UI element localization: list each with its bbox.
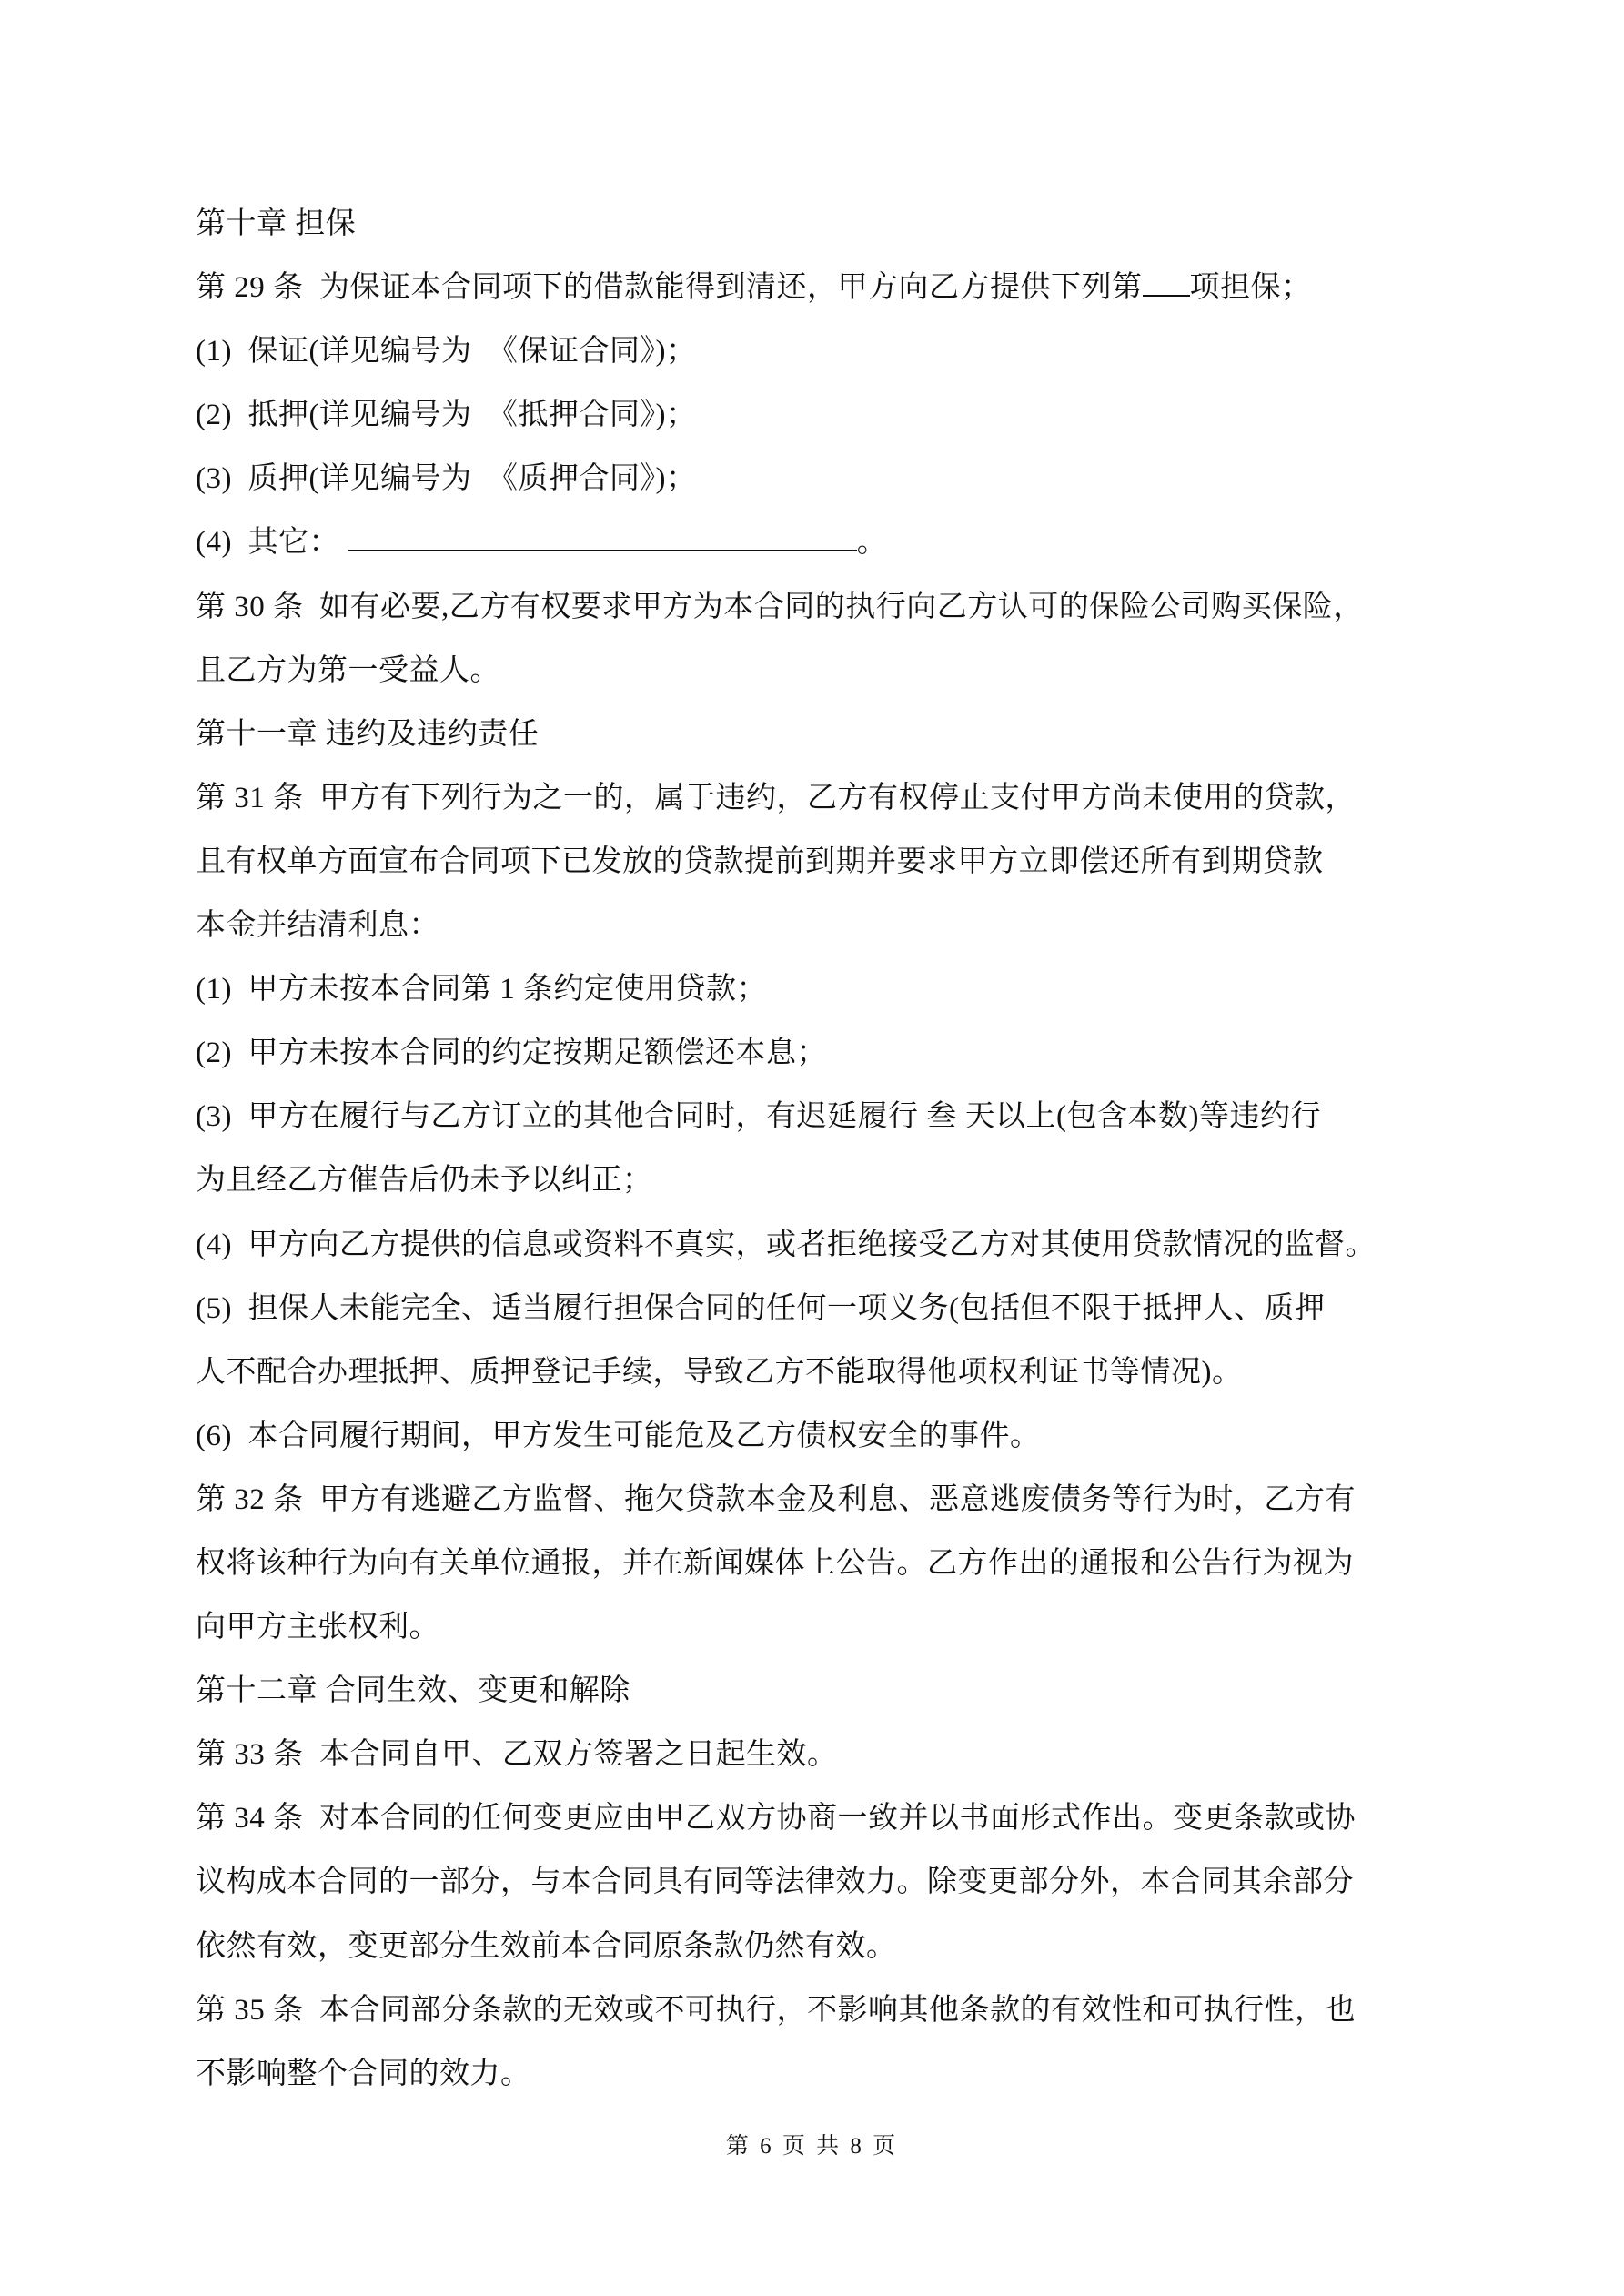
line-text: (4) 甲方向乙方提供的信息或资料不真实，或者拒绝接受乙方对其使用贷款情况的监督。 <box>196 1228 1376 1261</box>
line-text: 第 30 条 如有必要,乙方有权要求甲方为本合同的执行向乙方认可的保险公司购买保险， <box>196 590 1364 623</box>
line-text: 人不配合办理抵押、质押登记手续，导致乙方不能取得他项权利证书等情况)。 <box>196 1355 1243 1389</box>
clause-31-item-5-line-1 <box>196 1277 1460 1340</box>
clause-34-line-1 <box>196 1786 1460 1850</box>
line-text: 向甲方主张权利。 <box>196 1611 439 1644</box>
line-text: (2) 甲方未按本合同的约定按期足额偿还本息； <box>196 1037 827 1070</box>
clause-34-line-3 <box>196 1915 1460 1978</box>
clause-31-line-2 <box>196 830 1460 894</box>
line-text: 第 35 条 本合同部分条款的无效或不可执行，不影响其他条款的有效性和可执行性，也 <box>196 1993 1356 2027</box>
line-text: (5) 担保人未能完全、适当履行担保合同的任何一项义务(包括但不限于抵押人、质押 <box>196 1291 1326 1325</box>
clause-32-line-2 <box>196 1532 1460 1595</box>
line-text: 第十章 担保 <box>196 207 357 240</box>
line-text: (6) 本合同履行期间，甲方发生可能危及乙方债权安全的事件。 <box>196 1419 1041 1452</box>
clause-32-line-1 <box>196 1468 1460 1532</box>
clause-31-line-1 <box>196 766 1460 830</box>
chapter-10-heading <box>196 192 1460 256</box>
line-text: 第 34 条 对本合同的任何变更应由甲乙双方协商一致并以书面形式作出。变更条款或协 <box>196 1802 1356 1836</box>
line-text: 权将该种行为向有关单位通报，并在新闻媒体上公告。乙方作出的通报和公告行为视为 <box>196 1546 1354 1580</box>
line-text: 第 33 条 本合同自甲、乙双方签署之日起生效。 <box>196 1738 838 1772</box>
fill-in-blank <box>348 547 857 551</box>
chapter-12-heading <box>196 1659 1460 1723</box>
clause-31-item-6 <box>196 1404 1460 1468</box>
line-text: 为且经乙方催告后仍未予以纠正； <box>196 1164 653 1198</box>
chapter-11-heading <box>196 703 1460 766</box>
line-text: 项担保； <box>1189 271 1312 305</box>
clause-31-item-3-line-1 <box>196 1085 1460 1148</box>
line-text: (3) 甲方在履行与乙方订立的其他合同时，有迟延履行 叁 天以上(包含本数)等违约行 <box>196 1100 1321 1134</box>
line-text: (1) 保证(详见编号为 《保证合同》)； <box>196 335 697 369</box>
clause-31-item-1 <box>196 957 1460 1021</box>
clause-29 <box>196 256 1460 319</box>
line-text: (1) 甲方未按本合同第 1 条约定使用贷款； <box>196 973 767 1006</box>
clause-29-item-4 <box>196 511 1460 574</box>
line-text: 议构成本合同的一部分，与本合同具有同等法律效力。除变更部分外，本合同其余部分 <box>196 1866 1354 1899</box>
line-text: 第 31 条 甲方有下列行为之一的，属于违约，乙方有权停止支付甲方尚未使用的贷款， <box>196 781 1356 814</box>
clause-32-line-3 <box>196 1595 1460 1659</box>
clause-30-line-2 <box>196 639 1460 703</box>
contract-body <box>196 192 1460 2106</box>
clause-35-line-2 <box>196 2042 1460 2106</box>
line-text: 且有权单方面宣布合同项下已发放的贷款提前到期并要求甲方立即偿还所有到期贷款 <box>196 845 1324 878</box>
clause-29-item-1 <box>196 319 1460 383</box>
clause-35-line-1 <box>196 1978 1460 2042</box>
clause-29-item-2 <box>196 383 1460 447</box>
line-text: 且乙方为第一受益人。 <box>196 653 500 687</box>
clause-31-item-2 <box>196 1021 1460 1085</box>
clause-31-item-3-line-2 <box>196 1148 1460 1212</box>
clause-31-item-5-line-2 <box>196 1340 1460 1404</box>
clause-30-line-1 <box>196 575 1460 639</box>
line-text: 第十一章 违约及违约责任 <box>196 717 540 751</box>
clause-31-item-4 <box>196 1213 1460 1277</box>
line-text: (2) 抵押(详见编号为 《抵押合同》)； <box>196 399 697 432</box>
page-number-footer: 第 6 页 共 8 页 <box>725 2134 899 2159</box>
line-text: (3) 质押(详见编号为 《质押合同》)； <box>196 462 697 496</box>
line-text: 依然有效，变更部分生效前本合同原条款仍然有效。 <box>196 1929 897 1963</box>
clause-34-line-2 <box>196 1850 1460 1914</box>
clause-29-item-3 <box>196 447 1460 511</box>
line-text: 第 29 条 为保证本合同项下的借款能得到清还，甲方向乙方提供下列第 <box>196 271 1143 305</box>
line-text: 不影响整个合同的效力。 <box>196 2057 531 2090</box>
line-text: 本金并结清利息： <box>196 909 439 943</box>
line-text: 第 32 条 甲方有逃避乙方监督、拖欠贷款本金及利息、恶意逃废债务等行为时，乙方有 <box>196 1482 1356 1516</box>
clause-33 <box>196 1723 1460 1786</box>
fill-in-blank <box>1143 292 1190 297</box>
line-text: 。 <box>856 526 888 560</box>
clause-31-line-3 <box>196 894 1460 957</box>
line-text: (4) 其它： <box>196 526 348 560</box>
line-text: 第十二章 合同生效、变更和解除 <box>196 1674 630 1708</box>
